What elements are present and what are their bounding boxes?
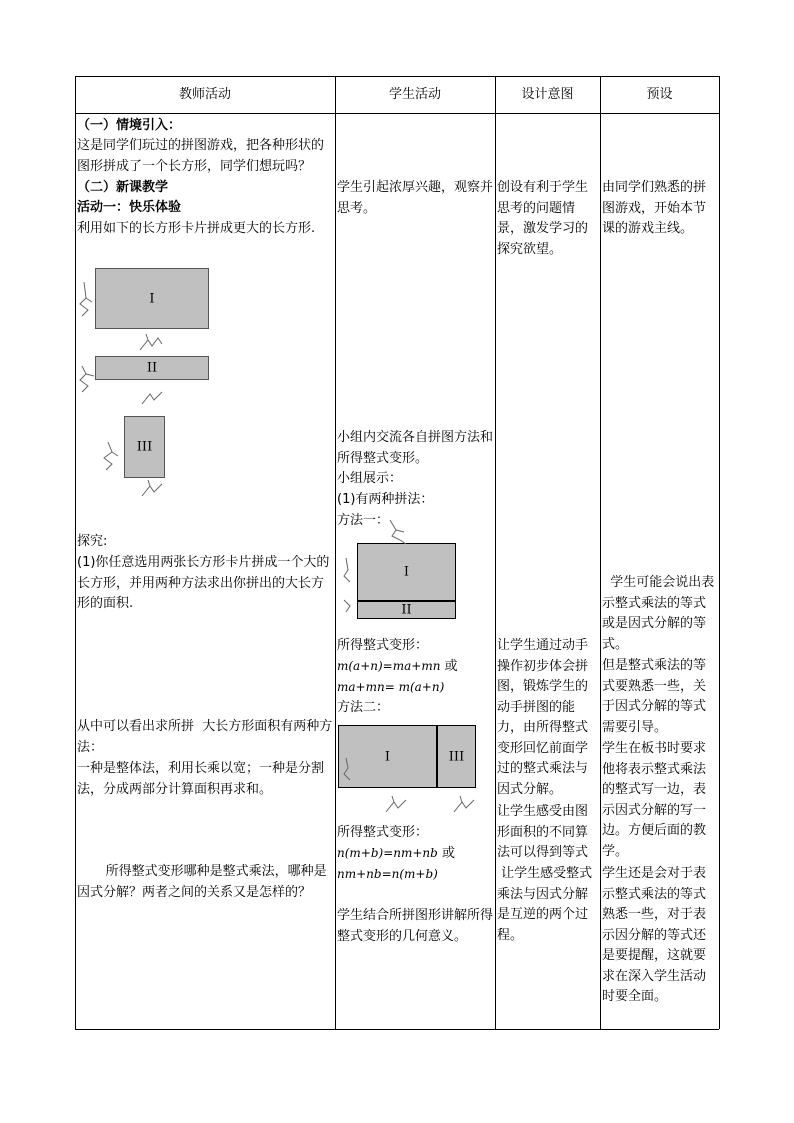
card-ii	[95, 356, 209, 380]
intent-p4: 让学生感受整式乘法与因式分解是互逆的两个过程。	[497, 866, 593, 943]
scribble-mark-4	[140, 388, 164, 408]
header-intent: 设计意图	[521, 87, 574, 102]
student-two-ways: (1)有两种拼法：	[337, 492, 434, 507]
explore-title: 探究:	[77, 534, 108, 549]
eq1-b: ma+mn= m(a+n)	[337, 680, 445, 694]
student-intro: 学生引起浓厚兴趣，观察并思考。	[337, 180, 494, 216]
scribble-mark-2	[138, 330, 164, 354]
scribble-mark-8	[340, 556, 358, 616]
eq2-a: n(m+b)=nm+nb	[337, 846, 438, 860]
sec2-title: （二）新课教学	[77, 180, 169, 195]
m1-rect-ii-label: II	[401, 602, 412, 618]
eq2-b: nm+nb=n(m+b)	[337, 867, 438, 881]
col-border-0	[75, 76, 76, 1029]
preset-p4: 学生在板书时要求他将表示整式乘法的整式写一边，表示因式分解的写一边。方便后面的教学。	[602, 741, 707, 859]
preset-p3: 但是整式乘法的等式要熟悉一些，关于因式分解的等式需要引导。	[602, 658, 707, 735]
eq2-or: 或	[441, 846, 455, 861]
act1-text: 利用如下的长方形卡片拼成更大的长方形.	[77, 221, 316, 236]
card-i	[95, 268, 209, 329]
methods-text: 从中可以看出求所拼 大长方形面积有两种方法：	[77, 719, 333, 755]
scribble-mark-1	[76, 280, 96, 320]
act1-title: 活动一：快乐体验	[77, 200, 182, 215]
methods-detail: 一种是整体法，利用长乘以宽；一种是分割法，分成两部分计算面积再求和。	[77, 761, 325, 797]
result-label-2: 所得整式变形：	[337, 825, 429, 840]
header-bottom-border	[75, 113, 719, 114]
col-border-4	[719, 76, 720, 1029]
m1-rect-i	[357, 543, 456, 601]
col-border-3	[600, 76, 601, 1029]
scribble-mark-10	[384, 792, 410, 816]
equation-1	[337, 656, 495, 678]
preset-p5: 学生还是会对于表示整式乘法的等式熟悉一些，对于表示因分解的等式还是要提醒，这就要求在深入学生活动时要全面。	[602, 866, 707, 1004]
header-student: 学生活动	[388, 87, 441, 102]
eq1-a: m(a+n)=ma+mn	[337, 659, 441, 673]
scribble-mark-3	[76, 364, 98, 394]
equation-2	[337, 843, 495, 865]
scribble-mark-7	[386, 518, 412, 546]
scribble-mark-11	[452, 792, 478, 816]
preset-p1: 由同学们熟悉的拼图游戏，开始本节课的游戏主线。	[602, 180, 707, 236]
student-show: 小组展示：	[337, 471, 403, 486]
intent-p2: 让学生通过动手操作初步体会拼图，锻炼学生的动手拼图的能力，由所得整式变形回忆前面学过的整式乘法与因式分解。	[497, 638, 589, 797]
card-ii-label: II	[146, 360, 158, 376]
m2-rect-i-label: I	[384, 749, 391, 764]
m2-rect-iii	[437, 725, 476, 788]
scribble-mark-9	[340, 756, 356, 782]
student-discuss: 小组内交流各自拼图方法和所得整式变形。	[337, 430, 494, 466]
col-border-2	[495, 76, 496, 1029]
m1-rect-i-label: I	[403, 564, 410, 580]
card-iii-label: III	[136, 439, 153, 455]
header-teacher: 教师活动	[178, 87, 231, 102]
col-border-1	[335, 76, 336, 1029]
intent-p1: 创设有利于学生思考的问题情景，激发学习的探究欲望。	[497, 180, 589, 257]
method1-label: 方法一：	[337, 513, 390, 528]
explore-text: (1)你任意选用两张长方形卡片拼成一个大的长方形，并用两种方法求出你拼出的大长方形的面积.	[77, 555, 330, 611]
header-preset: 预设	[646, 87, 673, 102]
m1-rect-ii	[357, 601, 456, 619]
sec1-text: 这是同学们玩过的拼图游戏，把各种形状的图形拼成了一个长方形，同学们想玩吗？	[77, 138, 325, 174]
preset-p2: 学生可能会说出表示整式乘法的等式或是因式分解的等式。	[602, 575, 715, 652]
m2-rect-iii-label: III	[448, 749, 465, 764]
intent-p3: 让学生感受由图形面积的不同算法可以得到等式	[497, 804, 589, 860]
scribble-mark-5	[100, 440, 122, 472]
method2-label: 方法二：	[337, 700, 390, 715]
question-text: 所得整式变形哪种是整式乘法，哪种是因式分解？两者之间的关系又是怎样的？	[77, 864, 327, 900]
card-i-label: I	[149, 291, 155, 306]
result-label-1: 所得整式变形：	[337, 638, 429, 653]
card-iii	[124, 416, 165, 478]
eq1-or: 或	[444, 659, 458, 674]
table-bottom-border	[75, 1029, 719, 1030]
student-explain: 学生结合所拼图形讲解所得整式变形的几何意义。	[337, 908, 494, 944]
sec1-title: （一）情境引入：	[77, 118, 182, 133]
scribble-mark-6	[140, 478, 164, 500]
